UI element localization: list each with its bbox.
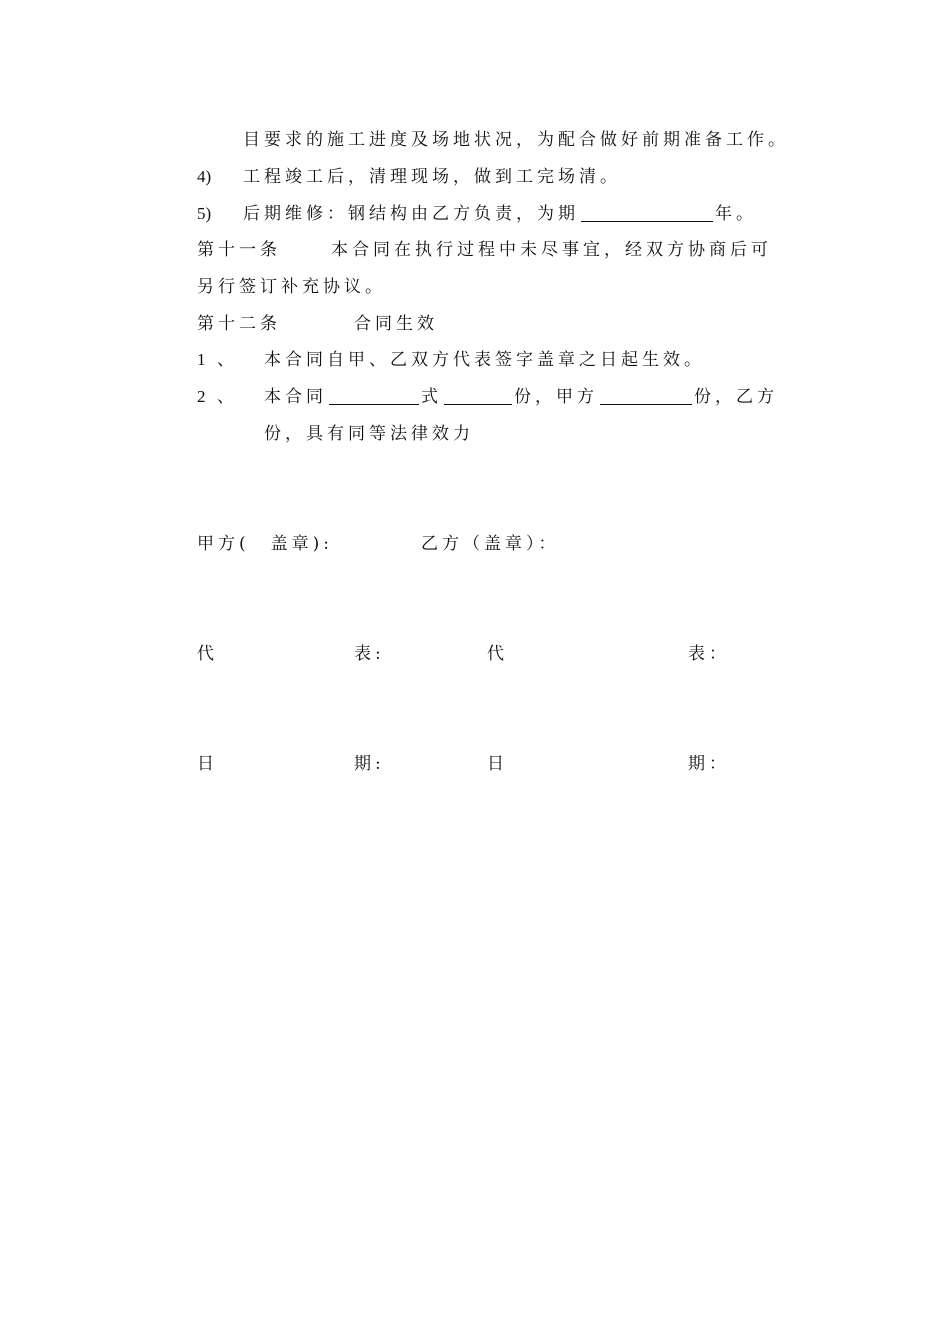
article-12-title: 合同生效: [354, 314, 438, 334]
copies-format-blank[interactable]: [329, 386, 419, 405]
item-4-text: 工程竣工后，清理现场，做到工完场清。: [243, 167, 621, 187]
clause-1-text: 本合同自甲、乙双方代表签字盖章之日起生效。: [264, 350, 705, 370]
item-5-number: 5): [197, 204, 212, 223]
clause-2-number: 2: [197, 387, 206, 406]
party-a-copies-blank[interactable]: [600, 386, 692, 405]
article-11-heading: 第十一条: [197, 240, 281, 260]
clause-2-part2: 式: [421, 387, 442, 407]
continuation-line: 目要求的施工进度及场地状况，为配合做好前期准备工作。: [243, 130, 789, 150]
party-b-date-label-1: 日: [487, 754, 508, 774]
clause-1-sep: 、: [217, 350, 238, 370]
party-b-stamp-label: 乙方（盖章）：: [421, 534, 560, 554]
party-b-rep-label-1: 代: [487, 644, 508, 664]
item-4-number: 4): [197, 167, 212, 186]
party-a-stamp-label: 甲方( 盖章):: [197, 534, 333, 554]
clause-1-number: 1: [197, 350, 206, 369]
clause-2-part4: 份，乙方: [694, 387, 778, 407]
warranty-period-blank[interactable]: [581, 203, 713, 222]
article-11-text-line2: 另行签订补充协议。: [197, 277, 386, 297]
clause-2-part3: 份，甲方: [514, 387, 598, 407]
party-b-rep-label-2: 表：: [688, 644, 730, 664]
clause-2-line2: 份，具有同等法律效力: [264, 424, 474, 444]
copies-count-blank[interactable]: [444, 386, 512, 405]
article-11-text-line1: 本合同在执行过程中未尽事宜，经双方协商后可: [331, 240, 772, 260]
article-12-heading: 第十二条: [197, 314, 281, 334]
party-b-date-label-2: 期：: [688, 754, 730, 774]
party-a-rep-label-1: 代: [197, 644, 218, 664]
clause-2-part1: 本合同: [264, 387, 327, 407]
clause-2-line1: [264, 385, 778, 409]
party-a-date-label-1: 日: [197, 754, 218, 774]
item-5-line: [243, 202, 757, 226]
party-a-date-label-2: 期:: [354, 754, 385, 774]
item-5-text-before: 后期维修：钢结构由乙方负责，为期: [243, 204, 579, 224]
clause-2-sep: 、: [217, 387, 238, 407]
party-a-rep-label-2: 表:: [354, 644, 385, 664]
item-5-text-after: 年。: [715, 204, 757, 224]
